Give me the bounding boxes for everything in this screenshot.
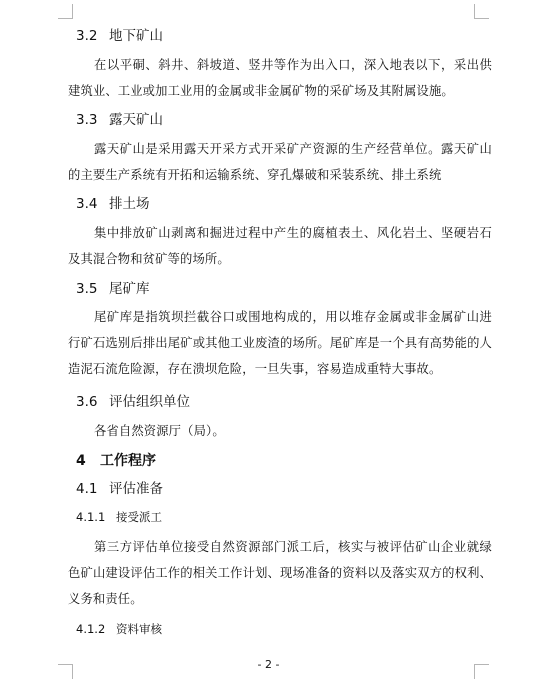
- item-title: 接受派工: [116, 510, 162, 524]
- section-number: 3.4: [76, 196, 98, 212]
- chapter-title: 工作程序: [100, 453, 156, 469]
- section-number: 3.6: [76, 394, 98, 410]
- section-heading: [68, 279, 492, 299]
- item-title: 资料审核: [116, 622, 162, 636]
- section-paragraph: 尾矿库是指筑坝拦截谷口或围地构成的，用以堆存金属或非金属矿山进行矿石选别后排出尾矿或其他工业废渣的场所。尾矿库是一个具有高势能的人造泥石流危险源，存在溃坝危险，一旦失事，容易造成重特大事故。: [68, 310, 492, 376]
- section-title: 评估组织单位: [109, 394, 190, 410]
- subsection-heading: [68, 479, 492, 499]
- crop-mark-top-left: [58, 4, 73, 19]
- section-title: 露天矿山: [109, 112, 163, 128]
- section-title: 尾矿库: [109, 281, 150, 297]
- subsection-title: 评估准备: [109, 481, 163, 497]
- item-number: 4.1.2: [76, 622, 106, 636]
- item-heading: [68, 620, 492, 638]
- section-number: 3.5: [76, 281, 98, 297]
- section-title: 地下矿山: [109, 28, 163, 44]
- item-heading: [68, 508, 492, 526]
- section-heading: [68, 110, 492, 130]
- section-paragraph: 在以平硐、斜井、斜坡道、竖井等作为出入口，深入地表以下，采出供建筑业、工业或加工业用的金属或非金属矿物的采矿场及其附属设施。: [68, 58, 492, 98]
- section-paragraph: 各省自然资源厅（局）。: [94, 424, 225, 438]
- section-number: 3.2: [76, 28, 98, 44]
- item-paragraph: 第三方评估单位接受自然资源部门派工后，核实与被评估矿山企业就绿色矿山建设评估工作的相关工作计划、现场准备的资料以及落实双方的权利、义务和责任。: [68, 540, 492, 606]
- crop-mark-top-right: [474, 4, 489, 19]
- section-heading: [68, 194, 492, 214]
- section-paragraph: 集中排放矿山剥离和掘进过程中产生的腐植表土、风化岩土、坚硬岩石及其混合物和贫矿等的场所。: [68, 226, 492, 266]
- section-title: 排土场: [109, 196, 150, 212]
- chapter-heading: [68, 451, 492, 471]
- section-heading: [68, 392, 492, 412]
- chapter-number: 4: [76, 453, 86, 469]
- item-number: 4.1.1: [76, 510, 106, 524]
- section-number: 3.3: [76, 112, 98, 128]
- subsection-number: 4.1: [76, 481, 98, 497]
- section-heading: [68, 26, 492, 46]
- page-number: - 2 -: [257, 658, 280, 671]
- section-paragraph: 露天矿山是采用露天开采方式开采矿产资源的生产经营单位。露天矿山的主要生产系统有开拓和运输系统、穿孔爆破和采装系统、排土系统: [68, 142, 492, 182]
